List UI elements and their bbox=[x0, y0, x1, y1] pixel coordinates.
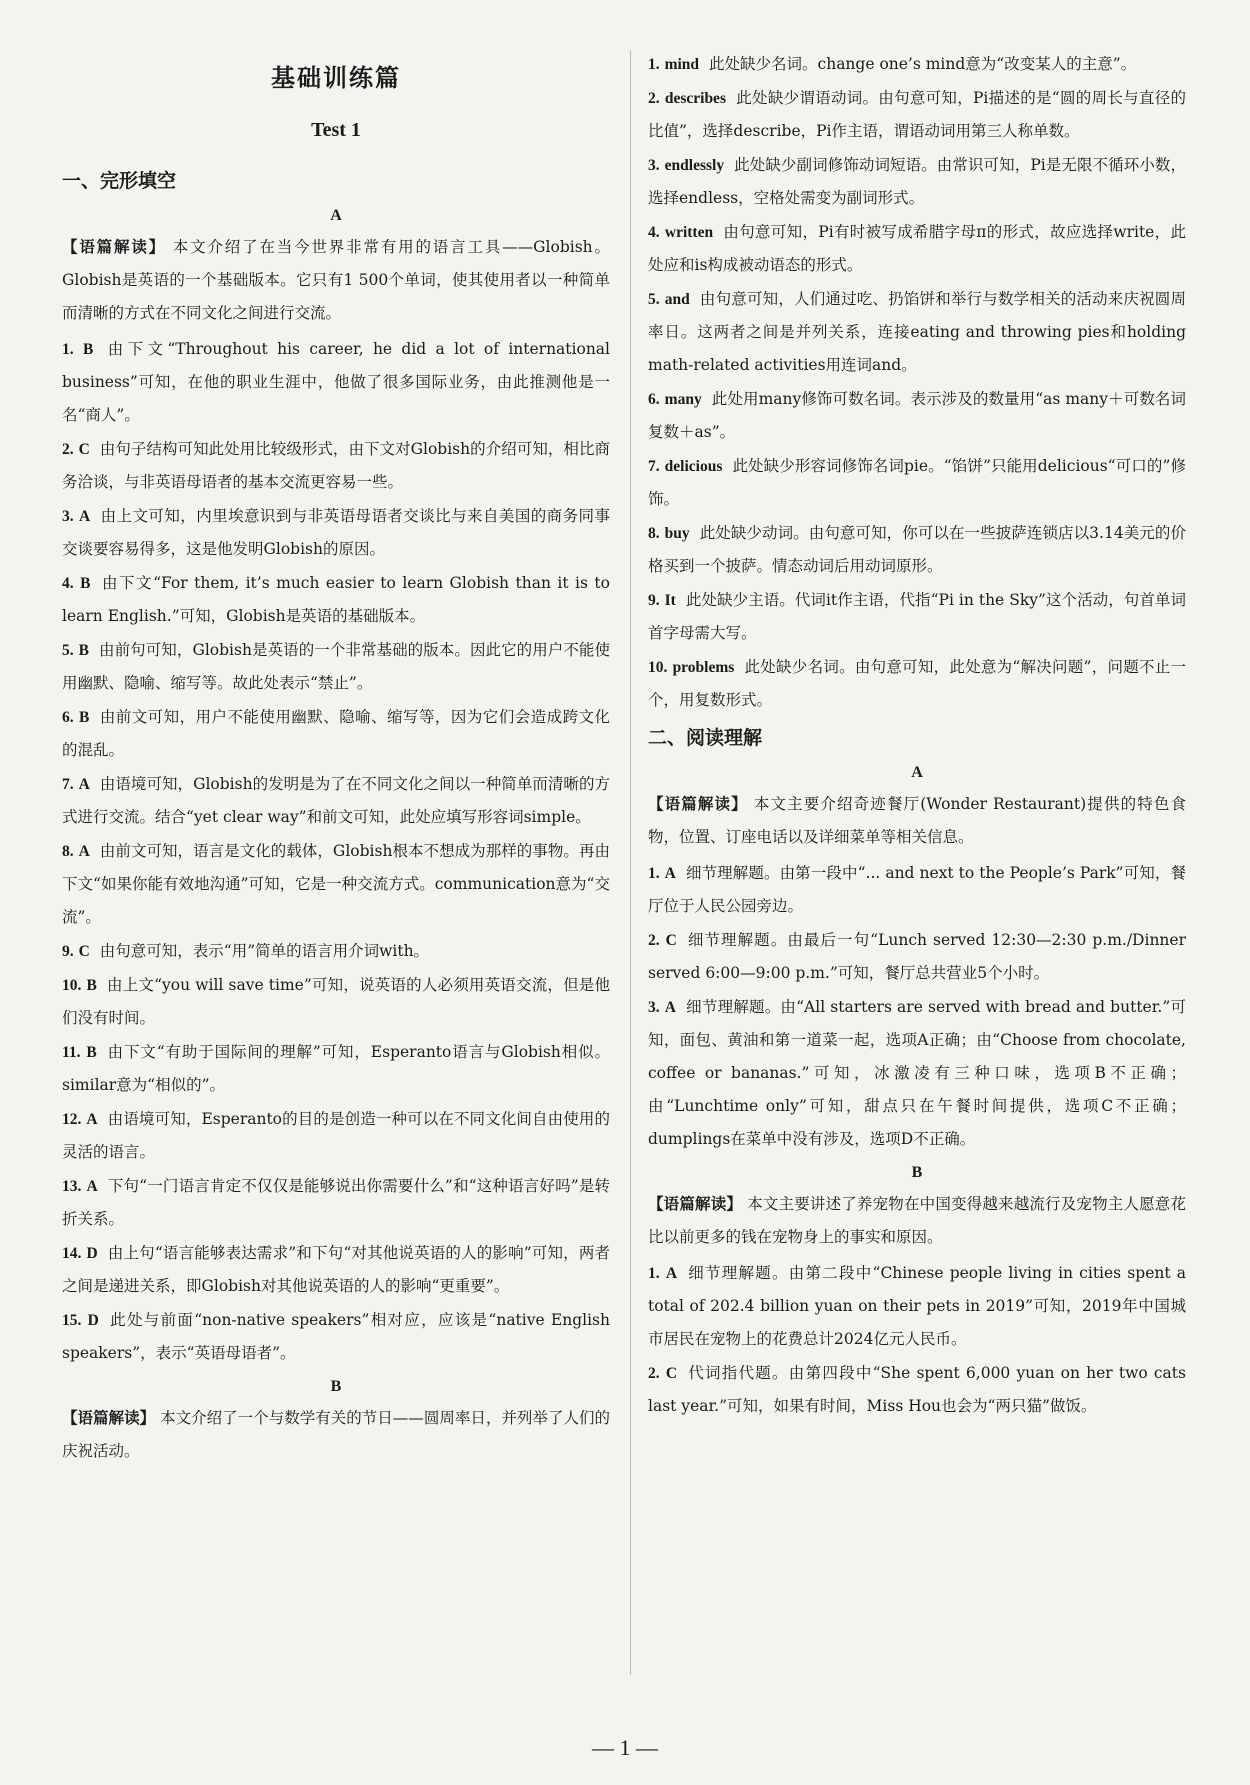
passage-summary: 【语篇解读】 本文主要讲述了养宠物在中国变得越来越流行及宠物主人愿意花比以前更多的钱在宠物身上的事实和原因。 bbox=[648, 1195, 1186, 1246]
page-title: 基础训练篇 bbox=[271, 63, 401, 92]
item-explanation: 由下文“有助于国际间的理解”可知，Esperanto语言与Globish相似。similar意为“相似的”。 bbox=[62, 1043, 610, 1094]
item-explanation: 由上文可知，内里埃意识到与非英语母语者交谈比与来自美国的商务同事交谈要容易得多，这是他发明Globish的原因。 bbox=[62, 507, 610, 558]
item-number: 9. bbox=[648, 592, 660, 609]
right-column bbox=[648, 48, 1186, 1424]
item-explanation: 此处缺少主语。代词it作主语，代指“Pi in the Sky”这个活动，句首单词首字母需大写。 bbox=[648, 591, 1186, 642]
item-explanation: 细节理解题。由最后一句“Lunch served 12:30—2:30 p.m./Dinner served 6:00—9:00 p.m.”可知，餐厅总共营业5个小时。 bbox=[648, 931, 1186, 982]
answer-item bbox=[648, 1357, 1186, 1423]
item-number: 2. bbox=[648, 932, 660, 949]
item-explanation: 此处缺少形容词修饰名词pie。“馅饼”只能用delicious“可口的”修饰。 bbox=[648, 457, 1186, 508]
answer-item bbox=[62, 433, 610, 499]
answer-list bbox=[648, 857, 1186, 1156]
item-answer: problems bbox=[672, 659, 735, 676]
item-explanation: 下句“一门语言肯定不仅仅是能够说出你需要什么”和“这种语言好吗”是转折关系。 bbox=[62, 1177, 610, 1228]
item-number: 3. bbox=[62, 508, 74, 525]
answer-item bbox=[648, 991, 1186, 1156]
page-number: — 1 — bbox=[592, 1735, 658, 1760]
answer-item bbox=[648, 48, 1186, 81]
answer-item bbox=[62, 1170, 610, 1236]
answer-item bbox=[62, 1036, 610, 1102]
item-explanation: 由下文“For them, it’s much easier to learn Globish than it is to learn English.”可知，Globish是英语的基础版本。 bbox=[62, 574, 610, 625]
item-explanation: 此处缺少名词。由句意可知，此处意为“解决问题”，问题不止一个，用复数形式。 bbox=[648, 658, 1186, 709]
answer-item bbox=[62, 768, 610, 834]
item-number: 5. bbox=[62, 642, 74, 659]
item-answer: A bbox=[86, 1178, 98, 1195]
item-answer: C bbox=[665, 1365, 678, 1382]
item-number: 4. bbox=[648, 224, 660, 241]
answer-item bbox=[62, 567, 610, 633]
item-answer: B bbox=[82, 341, 94, 358]
item-explanation: 代词指代题。由第四段中“She spent 6,000 yuan on her two cats last year.”可知，如果有时间，Miss Hou也会为“两只猫”做饭。 bbox=[648, 1364, 1186, 1415]
item-answer: describes bbox=[664, 90, 726, 107]
item-answer: B bbox=[79, 709, 90, 726]
item-explanation: 此处用many修饰可数名词。表示涉及的数量用“as many＋可数名词复数＋as”。 bbox=[648, 390, 1186, 441]
item-number: 7. bbox=[648, 458, 660, 475]
item-number: 2. bbox=[62, 441, 74, 458]
answer-item bbox=[62, 500, 610, 566]
item-explanation: 细节理解题。由第一段中“... and next to the People’s Park”可知，餐厅位于人民公园旁边。 bbox=[648, 864, 1186, 915]
item-explanation: 此处缺少动词。由句意可知，你可以在一些披萨连锁店以3.14美元的价格买到一个披萨。情态动词后用动词原形。 bbox=[648, 524, 1186, 575]
item-answer: A bbox=[86, 1111, 98, 1128]
item-number: 5. bbox=[648, 291, 660, 308]
answer-item bbox=[648, 383, 1186, 449]
answer-item bbox=[62, 1304, 610, 1370]
answer-item bbox=[648, 216, 1186, 282]
item-explanation: 由上句“语言能够表达需求”和下句“对其他说英语的人的影响”可知，两者之间是递进关系，即Globish对其他说英语的人的影响“更重要”。 bbox=[62, 1244, 610, 1295]
item-answer: buy bbox=[664, 525, 690, 542]
item-number: 9. bbox=[62, 943, 74, 960]
item-answer: A bbox=[78, 843, 90, 860]
item-number: 6. bbox=[62, 709, 74, 726]
answer-item bbox=[62, 333, 610, 432]
item-answer: delicious bbox=[664, 458, 723, 475]
answer-item bbox=[62, 935, 610, 968]
answer-item bbox=[648, 517, 1186, 583]
item-explanation: 由前文可知，用户不能使用幽默、隐喻、缩写等，因为它们会造成跨文化的混乱。 bbox=[62, 708, 610, 759]
passage-summary: 【语篇解读】 本文主要介绍奇迹餐厅(Wonder Restaurant)提供的特色食物，位置、订座电话以及详细菜单等相关信息。 bbox=[648, 795, 1186, 846]
item-number: 8. bbox=[648, 525, 660, 542]
item-answer: written bbox=[664, 224, 714, 241]
item-answer: C bbox=[78, 943, 90, 960]
item-number: 7. bbox=[62, 776, 74, 793]
item-answer: C bbox=[665, 932, 677, 949]
item-number: 1. bbox=[648, 56, 660, 73]
item-answer: and bbox=[664, 291, 690, 308]
item-explanation: 由句意可知，Pi有时被写成希腊字母π的形式，故应选择write，此处应和is构成被动语态的形式。 bbox=[648, 223, 1186, 274]
item-number: 3. bbox=[648, 157, 660, 174]
answer-item bbox=[648, 82, 1186, 148]
item-answer: It bbox=[664, 592, 676, 609]
answer-item bbox=[62, 1237, 610, 1303]
item-explanation: 由句子结构可知此处用比较级形式，由下文对Globish的介绍可知，相比商务洽谈，与非英语母语者的基本交流更容易一些。 bbox=[62, 440, 610, 491]
item-explanation: 此处与前面“non-native speakers”相对应，应该是“native English speakers”，表示“英语母语者”。 bbox=[62, 1311, 610, 1362]
item-explanation: 此处缺少名词。change one’s mind意为“改变某人的主意”。 bbox=[709, 55, 1137, 73]
item-number: 3. bbox=[648, 999, 660, 1016]
section-cloze-title: 一、完形填空 bbox=[62, 170, 177, 192]
item-answer: C bbox=[78, 441, 90, 458]
answer-item bbox=[648, 149, 1186, 215]
item-answer: B bbox=[78, 642, 89, 659]
item-number: 4. bbox=[62, 575, 74, 592]
part-a-label: A bbox=[330, 207, 342, 224]
item-number: 1. bbox=[62, 341, 74, 358]
item-explanation: 由前句可知，Globish是英语的一个非常基础的版本。因此它的用户不能使用幽默、隐喻、缩写等。故此处表示“禁止”。 bbox=[62, 641, 610, 692]
answer-item bbox=[62, 701, 610, 767]
item-number: 11. bbox=[62, 1044, 81, 1061]
item-answer: D bbox=[87, 1312, 99, 1329]
item-explanation: 由句意可知，人们通过吃、扔馅饼和举行与数学相关的活动来庆祝圆周率日。这两者之间是并列关系，连接eating and throwing pies和holding math-related activities用连词and。 bbox=[648, 290, 1186, 374]
item-explanation: 细节理解题。由“All starters are served with bread and butter.”可知，面包、黄油和第一道菜一起，选项A正确；由“Choose from chocolate, coffee or bananas.”可知，冰激凌有三种口味，选项B不正确；由“Lunchtime only”可知，甜点只在午餐时间提供，选项C不正确；dumplings在菜单中没有涉及，选项D不正确。 bbox=[648, 998, 1186, 1148]
answer-item bbox=[648, 283, 1186, 382]
item-number: 15. bbox=[62, 1312, 82, 1329]
item-explanation: 细节理解题。由第二段中“Chinese people living in cities spent a total of 202.4 billion yuan on their pets in 2019”可知，2019年中国城市居民在宠物上的花费总计2024亿元人民币。 bbox=[648, 1264, 1186, 1348]
answer-list bbox=[62, 333, 610, 1370]
item-number: 14. bbox=[62, 1245, 82, 1262]
answer-list bbox=[648, 1257, 1186, 1423]
passage-summary: 【语篇解读】 本文介绍了一个与数学有关的节日——圆周率日，并列举了人们的庆祝活动。 bbox=[62, 1409, 610, 1460]
item-number: 13. bbox=[62, 1178, 82, 1195]
item-number: 10. bbox=[648, 659, 668, 676]
item-explanation: 由语境可知，Esperanto的目的是创造一种可以在不同文化间自由使用的灵活的语言。 bbox=[62, 1110, 610, 1161]
answer-item bbox=[648, 584, 1186, 650]
answer-item bbox=[62, 1103, 610, 1169]
column-divider bbox=[630, 50, 631, 1675]
item-answer: A bbox=[665, 1265, 678, 1282]
item-explanation: 由前文可知，语言是文化的载体，Globish根本不想成为那样的事物。再由下文“如果你能有效地沟通”可知，它是一种交流方式。communication意为“交流”。 bbox=[62, 842, 610, 926]
test-title: Test 1 bbox=[311, 119, 361, 141]
left-column bbox=[62, 48, 610, 1471]
item-number: 1. bbox=[648, 865, 660, 882]
answer-item bbox=[648, 1257, 1186, 1356]
part-b-label: B bbox=[330, 1378, 342, 1395]
answer-item bbox=[62, 634, 610, 700]
item-explanation: 由句意可知，表示“用”简单的语言用介词with。 bbox=[99, 942, 430, 960]
answer-item bbox=[62, 969, 610, 1035]
item-number: 10. bbox=[62, 977, 82, 994]
item-answer: B bbox=[80, 575, 91, 592]
answer-list bbox=[648, 48, 1186, 717]
item-number: 2. bbox=[648, 1365, 660, 1382]
item-answer: A bbox=[78, 776, 90, 793]
item-answer: A bbox=[664, 865, 676, 882]
answer-item bbox=[62, 835, 610, 934]
item-explanation: 此处缺少副词修饰动词短语。由常识可知，Pi是无限不循环小数，选择endless，空格处需变为副词形式。 bbox=[648, 156, 1186, 207]
item-explanation: 由下文“Throughout his career, he did a lot of international business”可知，在他的职业生涯中，他做了很多国际业务，由此推测他是一名“商人”。 bbox=[62, 340, 610, 424]
part-a-label: A bbox=[911, 764, 923, 781]
part-b-label: B bbox=[911, 1164, 923, 1181]
item-answer: A bbox=[78, 508, 91, 525]
item-answer: A bbox=[664, 999, 676, 1016]
passage-summary: 【语篇解读】 本文介绍了在当今世界非常有用的语言工具——Globish。Globish是英语的一个基础版本。它只有1 500个单词，使其使用者以一种简单而清晰的方式在不同文化之间进行交流。 bbox=[62, 238, 610, 322]
item-explanation: 由上文“you will save time”可知，说英语的人必须用英语交流，但是他们没有时间。 bbox=[62, 976, 610, 1027]
item-answer: many bbox=[664, 391, 702, 408]
section-reading-title: 二、阅读理解 bbox=[648, 727, 763, 749]
item-explanation: 由语境可知，Globish的发明是为了在不同文化之间以一种简单而清晰的方式进行交流。结合“yet clear way”和前文可知，此处应填写形容词simple。 bbox=[62, 775, 610, 826]
item-number: 8. bbox=[62, 843, 74, 860]
item-answer: mind bbox=[664, 56, 700, 73]
item-number: 6. bbox=[648, 391, 660, 408]
item-explanation: 此处缺少谓语动词。由句意可知，Pi描述的是“圆的周长与直径的比值”，选择describe，Pi作主语，谓语动词用第三人称单数。 bbox=[648, 89, 1186, 140]
answer-item bbox=[648, 924, 1186, 990]
item-answer: B bbox=[86, 977, 97, 994]
answer-item bbox=[648, 450, 1186, 516]
item-number: 12. bbox=[62, 1111, 82, 1128]
item-number: 2. bbox=[648, 90, 660, 107]
item-answer: B bbox=[86, 1044, 97, 1061]
item-number: 1. bbox=[648, 1265, 660, 1282]
answer-item bbox=[648, 857, 1186, 923]
answer-item bbox=[648, 651, 1186, 717]
item-answer: D bbox=[86, 1245, 98, 1262]
item-answer: endlessly bbox=[664, 157, 725, 174]
